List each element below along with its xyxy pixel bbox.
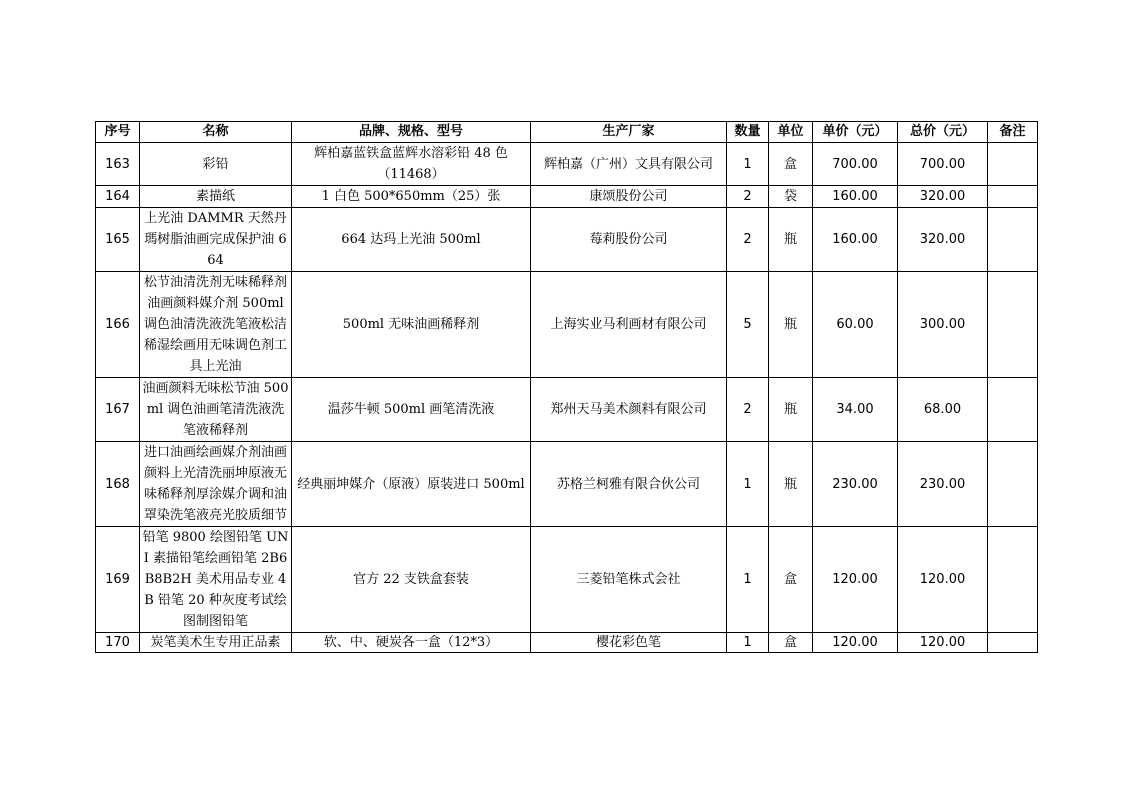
table-row (96, 527, 1038, 633)
header-price: 单价（元） (813, 122, 898, 143)
table-header-row (96, 122, 1038, 143)
row-qty: 2 (727, 186, 769, 208)
row-spec: 1 白色 500*650mm（25）张 (292, 186, 531, 208)
table-row (96, 143, 1038, 186)
row-note (988, 272, 1038, 378)
row-unit: 盒 (769, 633, 813, 653)
row-name: 铅笔 9800 绘图铅笔 UNI 素描铅笔绘画铅笔 2B6B8B2H 美术用品专业 4B 铅笔 20 种灰度考试绘图制图铅笔 (140, 527, 292, 633)
row-total: 120.00 (898, 633, 988, 653)
row-name: 油画颜料无味松节油 500ml 调色油画笔清洗液洗笔液稀释剂 (140, 378, 292, 442)
row-unit: 瓶 (769, 208, 813, 272)
row-no: 167 (96, 378, 140, 442)
row-note (988, 143, 1038, 186)
procurement-table (95, 121, 1038, 653)
header-total: 总价（元） (898, 122, 988, 143)
row-note (988, 208, 1038, 272)
row-maker: 苏格兰柯雅有限合伙公司 (531, 442, 727, 527)
header-no: 序号 (96, 122, 140, 143)
row-total: 700.00 (898, 143, 988, 186)
row-note (988, 633, 1038, 653)
row-price: 120.00 (813, 527, 898, 633)
row-name (140, 633, 292, 653)
row-note (988, 186, 1038, 208)
header-note: 备注 (988, 122, 1038, 143)
row-name: 进口油画绘画媒介剂油画颜料上光清洗丽坤原液无味稀释剂厚涂媒介调和油罩染洗笔液亮光胶质细节 (140, 442, 292, 527)
row-qty: 1 (727, 442, 769, 527)
row-price: 230.00 (813, 442, 898, 527)
row-total: 230.00 (898, 442, 988, 527)
row-price: 60.00 (813, 272, 898, 378)
row-price: 34.00 (813, 378, 898, 442)
row-price: 160.00 (813, 186, 898, 208)
table-row (96, 208, 1038, 272)
row-qty: 1 (727, 633, 769, 653)
row-unit: 瓶 (769, 272, 813, 378)
row-maker: 三菱铅笔株式会社 (531, 527, 727, 633)
row-unit: 盒 (769, 527, 813, 633)
row-note (988, 442, 1038, 527)
table-row (96, 442, 1038, 527)
row-name: 彩铅 (140, 143, 292, 186)
row-note (988, 527, 1038, 633)
row-spec: 500ml 无味油画稀释剂 (292, 272, 531, 378)
row-qty: 1 (727, 143, 769, 186)
table-row (96, 272, 1038, 378)
header-unit: 单位 (769, 122, 813, 143)
row-unit: 瓶 (769, 378, 813, 442)
row-name: 松节油清洗剂无味稀释剂油画颜料媒介剂 500ml 调色油清洗液洗笔液松洁稀湿绘画用无味调色剂工具上光油 (140, 272, 292, 378)
row-spec: 经典丽坤媒介（原液）原装进口 500ml (292, 442, 531, 527)
row-no: 164 (96, 186, 140, 208)
row-qty: 2 (727, 378, 769, 442)
row-maker: 辉柏嘉（广州）文具有限公司 (531, 143, 727, 186)
row-note (988, 378, 1038, 442)
row-spec: 辉柏嘉蓝铁盒蓝辉水溶彩铅 48 色（11468） (292, 143, 531, 186)
row-spec: 软、中、硬炭各一盒（12*3） (292, 633, 531, 653)
row-unit: 袋 (769, 186, 813, 208)
row-total: 300.00 (898, 272, 988, 378)
row-no: 163 (96, 143, 140, 186)
row-maker: 上海实业马利画材有限公司 (531, 272, 727, 378)
row-maker: 樱花彩色笔 (531, 633, 727, 653)
row-maker: 康颂股份公司 (531, 186, 727, 208)
row-qty: 5 (727, 272, 769, 378)
row-price: 160.00 (813, 208, 898, 272)
row-total: 320.00 (898, 208, 988, 272)
row-maker: 郑州天马美术颜料有限公司 (531, 378, 727, 442)
row-price: 700.00 (813, 143, 898, 186)
table-row (96, 378, 1038, 442)
row-spec: 温莎牛顿 500ml 画笔清洗液 (292, 378, 531, 442)
row-qty: 1 (727, 527, 769, 633)
table-row (96, 633, 1038, 653)
row-total: 120.00 (898, 527, 988, 633)
header-qty: 数量 (727, 122, 769, 143)
table-row (96, 186, 1038, 208)
row-qty: 2 (727, 208, 769, 272)
row-maker: 莓莉股份公司 (531, 208, 727, 272)
row-no: 170 (96, 633, 140, 653)
header-maker: 生产厂家 (531, 122, 727, 143)
row-price: 120.00 (813, 633, 898, 653)
row-spec: 官方 22 支铁盒套装 (292, 527, 531, 633)
row-total: 320.00 (898, 186, 988, 208)
row-no: 168 (96, 442, 140, 527)
row-no: 169 (96, 527, 140, 633)
row-name-text: 炭笔美术生专用正品素 (150, 635, 281, 650)
row-no: 166 (96, 272, 140, 378)
row-total: 68.00 (898, 378, 988, 442)
header-spec: 品牌、规格、型号 (292, 122, 531, 143)
row-name: 上光油 DAMMR 天然丹瑪树脂油画完成保护油 664 (140, 208, 292, 272)
row-unit: 瓶 (769, 442, 813, 527)
row-no: 165 (96, 208, 140, 272)
row-unit: 盒 (769, 143, 813, 186)
header-name: 名称 (140, 122, 292, 143)
row-spec: 664 达玛上光油 500ml (292, 208, 531, 272)
row-name: 素描纸 (140, 186, 292, 208)
